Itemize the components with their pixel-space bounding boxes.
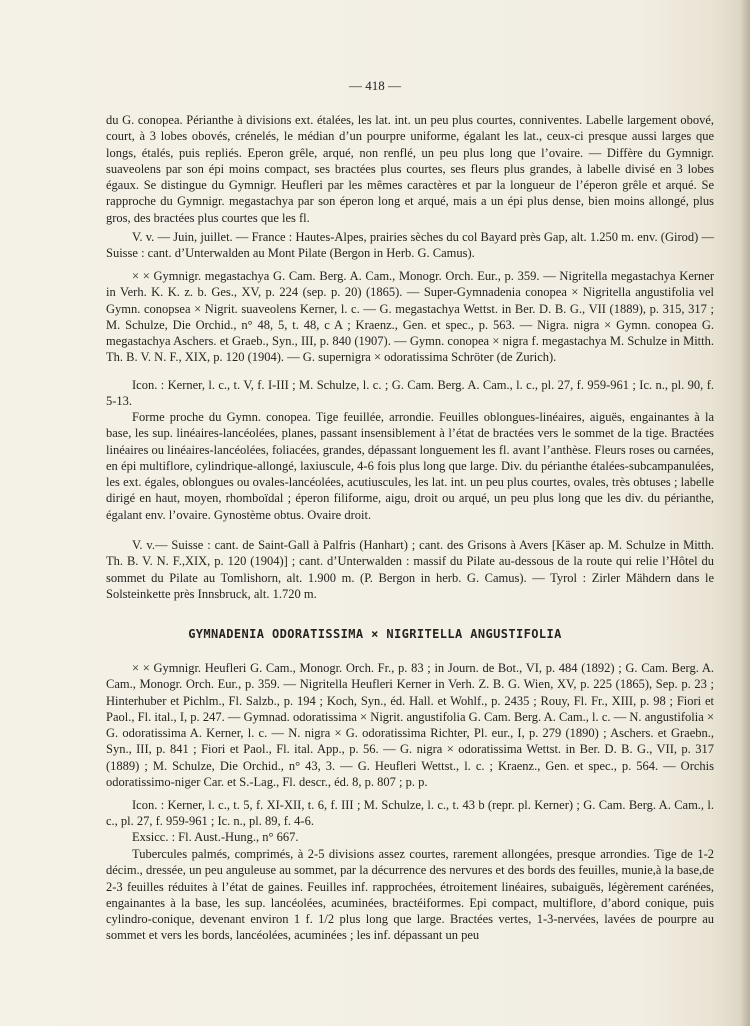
paragraph-synonymy-heufleri: × × Gymnigr. Heufleri G. Cam., Monogr. Orch. Fr., p. 83 ; in Journ. de Bot., VI, p. 484 (1892) ; G. Cam. Berg. A. Cam., Monogr. Orch. Eur., p. 359. — Nigritella Heufleri Kerner in Verh. Z. B. G. Wien, XV, p. 225 (1865), Sep. p. 23 ; Hinterhuber et Pichlm., Fl. Salzb., p. 194 ; Koch, Syn., éd. Hall. et Wohlf., p. 2435 ; Rouy, Fl. Fr., XIII, p. 98 ; Fiori et Paol., Fl. ital., I, p. 247. — Gymnad. odoratissima × Nigrit. angustifolia G. Cam. Berg. A. Cam., l. c. — N. angustifolia × G. odoratissima A. Kerner, l. c. — N. nigra × G. odoratissima Richter, Pl. eur., I, p. 279 (1890) ; Aschers. et Graebn., Syn., III, p. 841 ; Fiori et Paol., Fl. ital. App., p. 56. — G. nigra × odoratissima Wettst. in Ber. D. B. G., VII, p. 317 (1889) ; M. Schulze, Die Orchid., n° 43, 3. — G. Heufleri Wettst., l. c. ; Kraenz., Gen. et spec., p. 564. — Orchis odoratissimo-niger Car. et S.-Lag., Fl. descr., éd. 8, p. 807 ; p. p. bbox=[106, 661, 714, 790]
paragraph-distribution-1: V. v. — Juin, juillet. — France : Hautes-Alpes, prairies sèches du col Bayard près Gap, alt. 1.250 m. env. (Girod) — Suisse : cant. d’Unterwalden au Mont Pilate (Bergon in Herb. G. Camus). bbox=[106, 230, 714, 261]
paragraph-exsicc: Exsicc. : Fl. Aust.-Hung., n° 667. bbox=[132, 830, 299, 844]
page-number: — 418 — bbox=[349, 78, 401, 93]
paragraph-synonymy-megastachya: × × Gymnigr. megastachya G. Cam. Berg. A. Cam., Monogr. Orch. Eur., p. 359. — Nigritella megastachya Kerner in Verh. K. K. z. b. Ges., XV, p. 224 (sep. p. 20) (1865). — Super-Gymnadenia conopea × Nigritella angustifolia vel Gymn. conopsea × Nigrit. suaveolens Kerner, l. c. — G. megastachya Wettst. in Ber. D. B. G., VII (1889), p. 315, 317 ; M. Schulze, Die Orchid., n° 48, 5, t. 48, c A ; Kraenz., Gen. et spec., p. 563. — Nigra. nigra × Gymn. conopea G. megastachya Aschers. et Graeb., Syn., III, p. 840 (1907). — Gymn. conopea × nigra f. megastachya M. Schulze in Mitth. Th. B. V. N. F., XIX, p. 120 (1904). — G. supernigra × odoratissima Schröter (de Zurich). bbox=[106, 269, 714, 365]
paragraph-icon-1: Icon. : Kerner, l. c., t. V, f. I-III ; M. Schulze, l. c. ; G. Cam. Berg. A. Cam., l. c., pl. 27, f. 959-961 ; Ic. n., pl. 90, f. 5-13. bbox=[106, 378, 714, 409]
paragraph-description-megastachya: Forme proche du Gymn. conopea. Tige feuillée, arrondie. Feuilles oblongues-linéaires, aiguës, engainantes à la base, les sup. linéaires-lancéolées, planes, passant insensiblement à l’état de bractées vers le sommet de la tige. Bractées linéaires ou linéaires-lancéolées, foliacées, grandes, dépassant longuement les fl. avant l’anthèse. Fleurs roses ou carnées, en épi multiflore, cylindrique-allongé, laxiuscule, 4-6 fois plus long que large. Div. du périanthe étalées-subcampanulées, les ext. égales, oblongues ou ovales-lancéolées, acutiuscules, les lat. int. un peu plus courtes, ovales, très obtuses ; labelle dirigé en haut, moyen, rhomboïdal ; éperon filiforme, aigu, droit ou arqué, un peu plus long que les div. du périanthe, égalant env. l’ovaire. Gynostème obtus. Ovaire droit. bbox=[106, 410, 714, 522]
paragraph-description-heufleri: Tubercules palmés, comprimés, à 2-5 divisions assez courtes, rarement allongées, presque arrondies. Tige de 1-2 décim., dressée, un peu anguleuse au sommet, par la décurrence des nervures et des bords des feuilles, munie,à la base,de 2-3 feuilles réduites à l’état de gaines. Feuilles inf. rapprochées, étroitement linéaires, subaiguës, légèrement carénées, engainantes à la base, les sup. lancéolées, acuminées, bractéiformes. Epi compact, multiflore, d’abord conique, puis cylindro-conique, devenant environ 1 f. 1/2 plus long que large. Bractées vertes, 1-3-nervées, lavées de pourpre au sommet et vers les bords, lancéolées, acuminées ; les inf. dépassant un peu bbox=[106, 847, 714, 943]
page-edge-shadow bbox=[740, 0, 750, 1026]
paragraph-description-end: du G. conopea. Périanthe à divisions ext. étalées, les lat. int. un peu plus courtes, conniventes. Labelle largement obové, court, à 3 lobes obovés, crénelés, le médian d’un pourpre uniforme, égalant les lat., ceux-ci presque aussi larges que longs, étalés, puis repliés. Eperon grêle, arqué, non renflé, un peu plus long que l’ovaire. — Diffère du Gymnigr. suaveolens par son épi moins compact, ses bractées plus courtes, ses fleurs plus grandes, à labelle divisé en 3 lobes égaux. Se distingue du Gymnigr. Heufleri par les mêmes caractères et par la longueur de l’éperon grêle et arqué. Se rapproche du Gymnigr. megastachya par son éperon long et arqué, mais a un épi plus dense, bien moins allongé, plus gros, des bractées plus courtes que les fl. bbox=[106, 113, 714, 225]
section-heading: GYMNADENIA ODORATISSIMA × NIGRITELLA ANGUSTIFOLIA bbox=[188, 627, 562, 641]
paragraph-distribution-2: V. v.— Suisse : cant. de Saint-Gall à Palfris (Hanhart) ; cant. des Grisons à Avers [Käser ap. M. Schulze in Mitth. Th. B. V. N. F.,XIX, p. 120 (1904)] ; cant. d’Unterwalden : massif du Pilate au-dessous de la route qui relie l’Hôtel du sommet du Pilate au Tomlishorn, alt. 1.900 m. (P. Bergon in herb. G. Camus). — Tyrol : Zirler Mähdern dans le Solsteinkette près Innsbruck, alt. 1.720 m. bbox=[106, 538, 714, 601]
paragraph-icon-2: Icon. : Kerner, l. c., t. 5, f. XI-XII, t. 6, f. III ; M. Schulze, l. c., t. 43 b (repr. pl. Kerner) ; G. Cam. Berg. A. Cam., l. c., pl. 27, f. 959-961 ; Ic. n., pl. 89, f. 4-6. bbox=[106, 798, 714, 829]
